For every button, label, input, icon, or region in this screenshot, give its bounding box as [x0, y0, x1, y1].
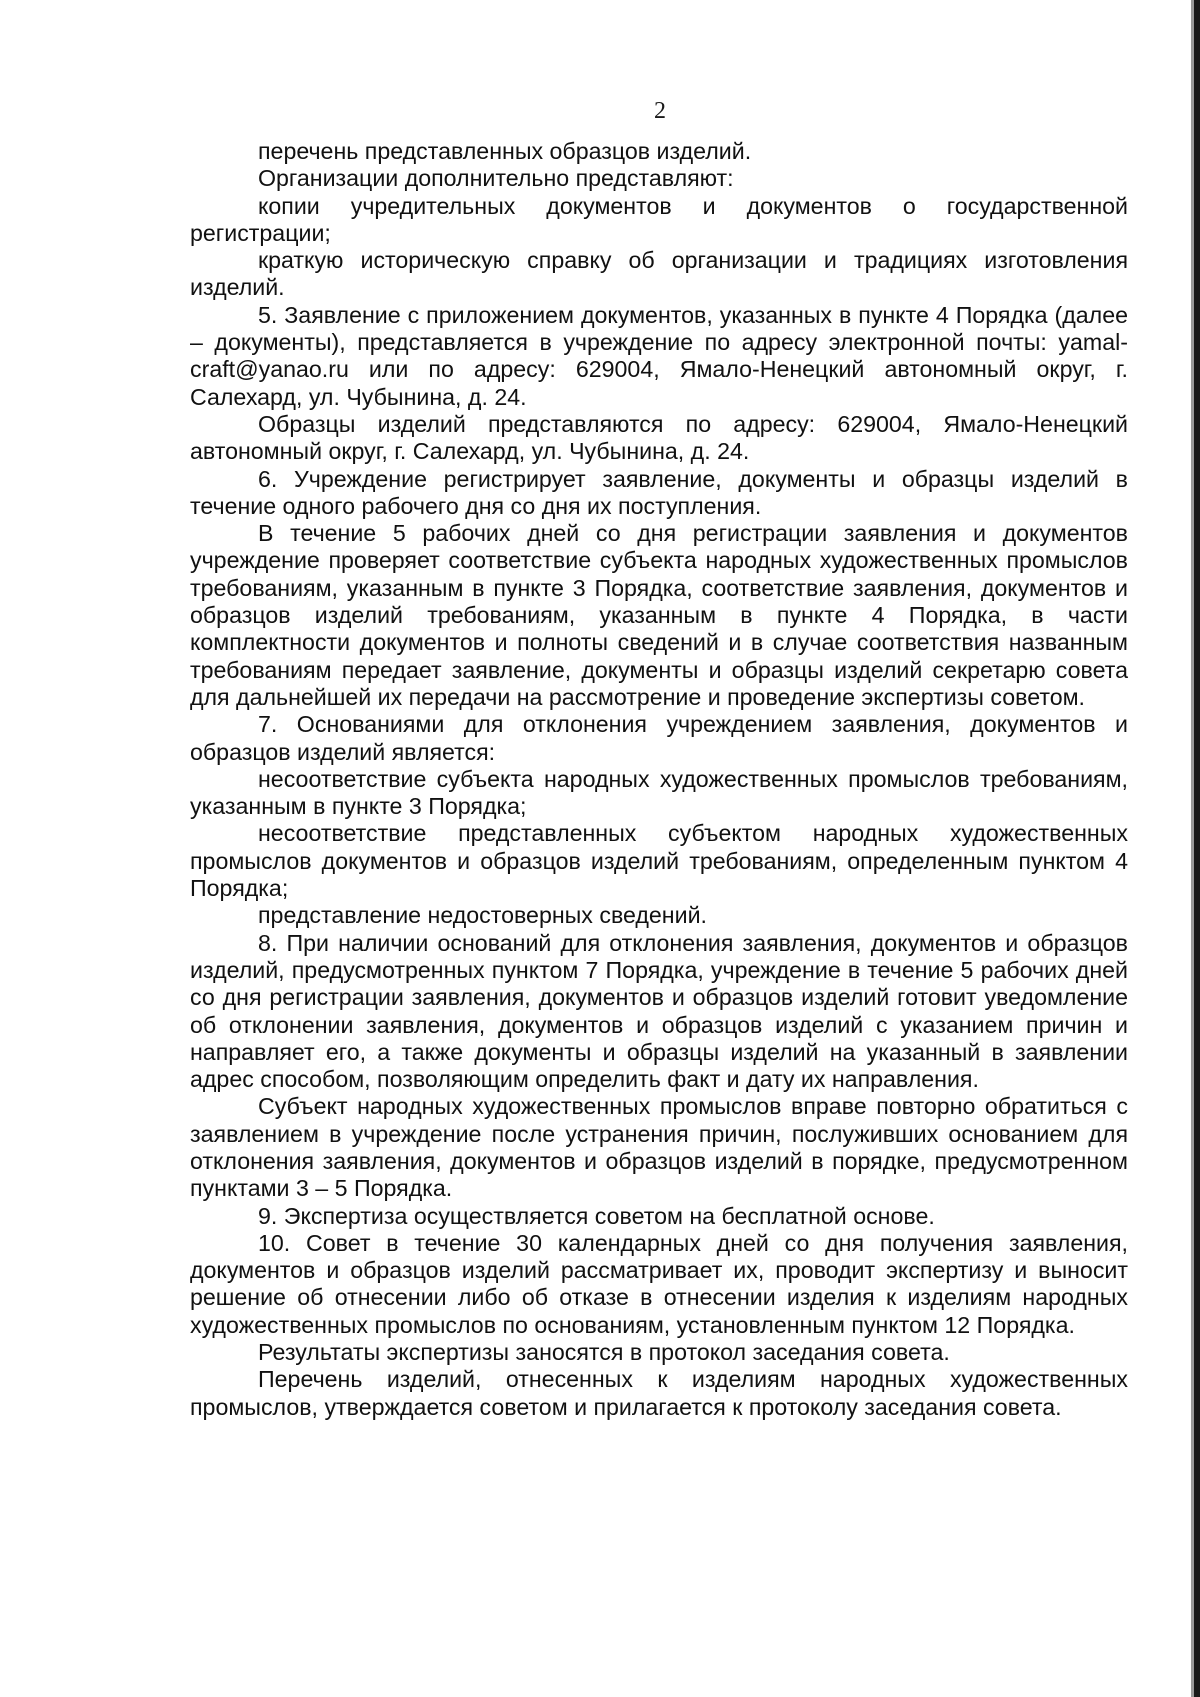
paragraph-nonconformity-subject: несоответствие субъекта народных художественных промыслов требованиям, указанным в пункте 3 Порядка;	[190, 765, 1128, 820]
paragraph-protocol: Результаты экспертизы заносятся в протокол заседания совета.	[258, 1339, 950, 1366]
paragraph-founding-documents: копии учредительных документов и документов о государственной регистрации;	[190, 192, 1128, 246]
paragraph-item-6: 6. Учреждение регистрирует заявление, документы и образцы изделий в течение одного рабочего дня со дня их поступления.	[190, 465, 1128, 519]
paragraph-historical-reference: краткую историческую справку об организации и традициях изготовления изделий.	[190, 247, 1128, 301]
paragraph-approved-list: Перечень изделий, отнесенных к изделиям народных художественных промыслов, утверждается советом и прилагается к протоколу заседания совета.	[190, 1366, 1128, 1420]
paragraph-nonconformity-documents: несоответствие представленных субъектом народных художественных промыслов документов и образцов изделий требованиям, определенным пунктом 4 Порядка;	[190, 820, 1128, 902]
paragraph-item-8: 8. При наличии оснований для отклонения заявления, документов и образцов изделий, предусмотренных пунктом 7 Порядка, учреждение в течение 5 рабочих дней со дня регистрации заявления, документов и образцов изделий готовит уведомление об отклонении заявления, документов и образцов изделий с указанием причин и направляет его, а также документы и образцы изделий на указанный в заявлении адрес способом, позволяющим определить факт и дату их направления.	[190, 929, 1128, 1093]
paragraph-samples-address: Образцы изделий представляются по адресу: 629004, Ямало-Ненецкий автономный округ, г. Салехард, ул. Чубынина, д. 24.	[190, 410, 1128, 465]
paragraph-item-7: 7. Основаниями для отклонения учреждением заявления, документов и образцов изделий является:	[190, 711, 1128, 765]
scan-edge	[1194, 0, 1200, 1697]
paragraph-item-5: 5. Заявление с приложением документов, указанных в пункте 4 Порядка (далее – документы), представляется в учреждение по адресу электронной почты: yamal-craft@yanao.ru или по адресу: 629004, Ямало-Ненецкий автономный округ, г. Салехард, ул. Чубынина, д. 24.	[190, 301, 1128, 410]
paragraph-verification: В течение 5 рабочих дней со дня регистрации заявления и документов учреждение проверяет соответствие субъекта народных художественных промыслов требованиям, указанным в пункте 3 Порядка, соответствие заявления, документов и образцов изделий требованиям, указанным в пункте 4 Порядка, в части комплектности документов и полноты сведений и в случае соответствия названным требованиям передает заявление, документы и образцы изделий секретарю совета для дальнейшей их передачи на рассмотрение и проведение экспертизы советом.	[190, 520, 1128, 710]
paragraph-organizations-additionally: Организации дополнительно представляют:	[258, 165, 734, 192]
document-body	[190, 138, 1128, 1421]
paragraph-false-information: представление недостоверных сведений.	[258, 902, 707, 929]
paragraph-item-10: 10. Совет в течение 30 календарных дней со дня получения заявления, документов и образцов изделий рассматривает их, проводит экспертизу и выносит решение об отнесении либо об отказе в отнесении изделия к изделиям народных художественных промыслов по основаниям, установленным пунктом 12 Порядка.	[190, 1229, 1128, 1338]
paragraph-reapply: Субъект народных художественных промыслов вправе повторно обратиться с заявлением в учреждение после устранения причин, послуживших основанием для отклонения заявления, документов и образцов изделий в порядке, предусмотренном пунктами 3 – 5 Порядка.	[190, 1093, 1128, 1202]
paragraph-item-9: 9. Экспертиза осуществляется советом на бесплатной основе.	[258, 1202, 935, 1229]
paragraph-samples-list: перечень представленных образцов изделий.	[258, 138, 752, 164]
page-number: 2	[654, 98, 666, 124]
